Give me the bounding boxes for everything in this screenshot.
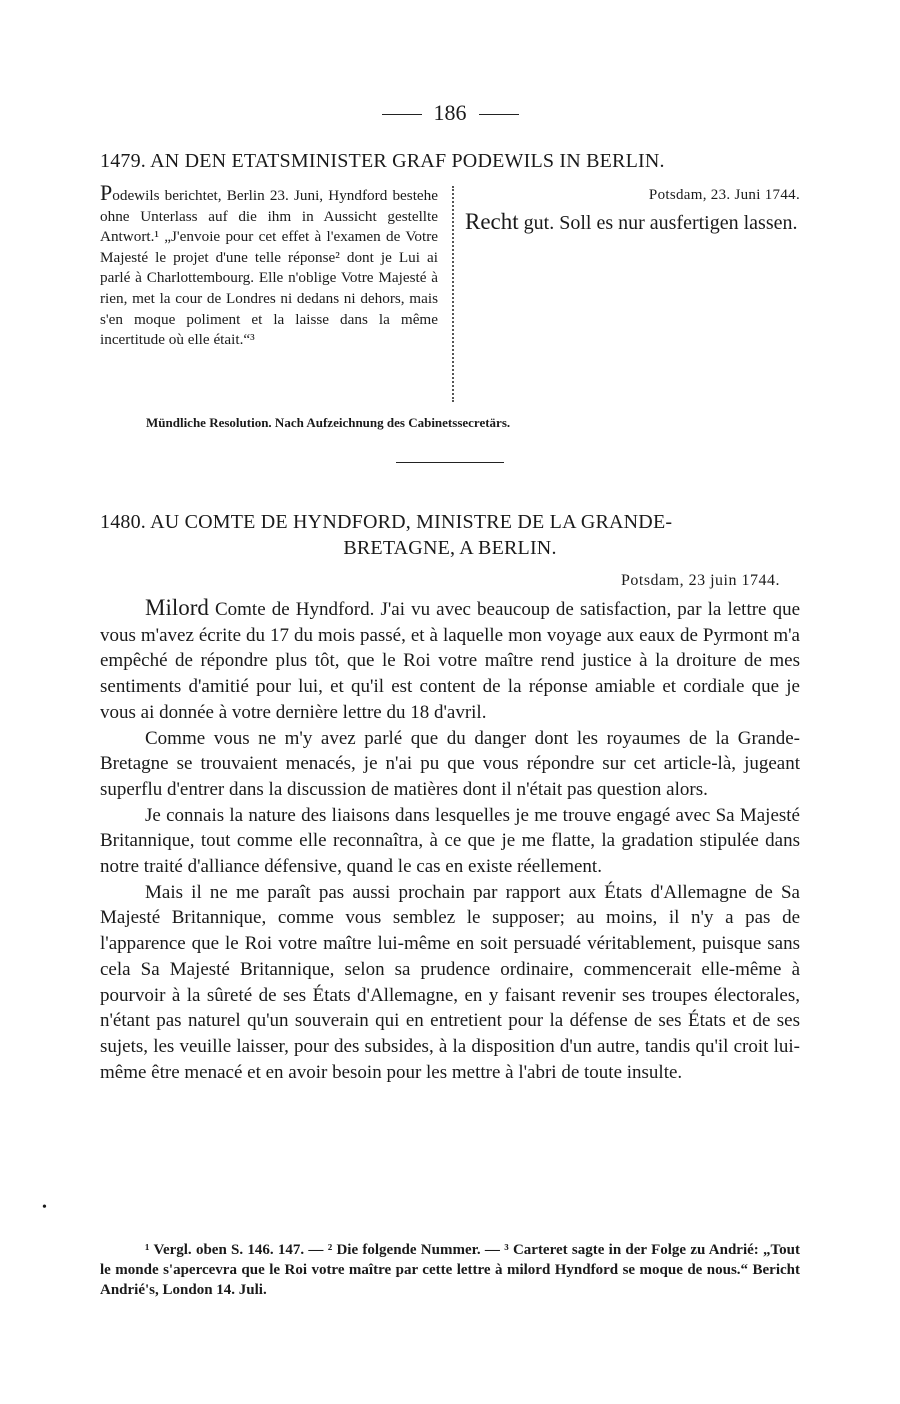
letter-paragraph-1-text: Comte de Hyndford. J'ai vu avec beaucoup de satisfaction, par la lettre que vous m'avez écrite du 17 du mois passé, et à laquelle mon voyage aux eaux de Pyrmont m'a empêché de répondre plus tôt, que le Roi votre maître rend justice à la droiture de mes sentiments d'amitié pour lui, et qu'il est content de la réponse amiable et cordiale que je vous ai donnée à votre dernière lettre du 18 d'avril. bbox=[100, 599, 800, 723]
reply-rest: gut. Soll es nur ausfertigen lassen. bbox=[518, 212, 798, 234]
entry-1479-reply bbox=[465, 187, 800, 237]
summary-initial: P bbox=[100, 180, 113, 205]
entry-1479-date: Potsdam, 23. Juni 1744. bbox=[648, 187, 800, 203]
page-number-dash-right bbox=[479, 114, 519, 115]
entry-1480-date: Potsdam, 23 juin 1744. bbox=[620, 572, 780, 589]
entry-1479-reply-text bbox=[465, 208, 800, 237]
margin-mark: • bbox=[42, 1200, 47, 1215]
letter-paragraph-1 bbox=[100, 595, 800, 726]
entry-1480-heading-line2: BRETAGNE, A BERLIN. bbox=[343, 537, 557, 559]
reply-initial: Recht bbox=[465, 209, 519, 234]
footnotes bbox=[100, 1240, 800, 1300]
letter-paragraph-2: Comme vous ne m'y avez parlé que du danger dont les royaumes de la Grande-Bretagne se trouvaient menacés, je n'ai pu que vous répondre sur cet article-là, jugeant superflu d'entrer dans la discussion de matières dont il n'était pas question alors. bbox=[100, 727, 800, 800]
entry-1480-heading bbox=[100, 509, 800, 561]
entry-1480-letter bbox=[100, 595, 800, 1085]
page-number-text: 186 bbox=[433, 100, 467, 125]
column-separator bbox=[452, 186, 454, 402]
entry-1479-summary bbox=[100, 180, 438, 351]
page-number-dash-left bbox=[382, 114, 422, 115]
letter-initial: Milord bbox=[145, 595, 209, 620]
entry-1480-heading-line1: 1480. AU COMTE DE HYNDFORD, MINISTRE DE LA GRANDE- bbox=[100, 511, 673, 533]
entry-1479-heading: 1479. AN DEN ETATSMINISTER GRAF PODEWILS IN BERLIN. bbox=[100, 150, 665, 172]
footnotes-text: ¹ Vergl. oben S. 146. 147. — ² Die folgende Nummer. — ³ Carteret sagte in der Folge zu Andrié: „Tout le monde s'apercevra que le Roi votre maître par cette lettre à milord Hyndford se moque de nous.“ Bericht Andrié's, London 14. Juli. bbox=[100, 1242, 800, 1298]
page-number bbox=[0, 100, 900, 126]
letter-paragraph-4: Mais il ne me paraît pas aussi prochain par rapport aux États d'Allemagne de Sa Majesté Britannique, comme vous semblez le supposer; au moins, il n'y a pas de l'apparence que le Roi votre maître lui-même en soit persuadé véritablement, puisque sans cela Sa Majesté Britannique, selon sa prudence ordinaire, commencerait elle-même à pourvoir à la sûreté de ses États d'Allemagne, en y faisant revenir ses troupes électorales, n'étant pas naturel qu'un souverain qui en entretient pour la défense de ses États et de ses sujets, les veuille laisser, pour des subsides, à la disposition d'un autre, tandis qu'il croit lui-même être menacé et en avoir besoin pour les mettre à l'abri de toute insulte. bbox=[100, 881, 800, 1083]
entry-1479-resolution: Mündliche Resolution. Nach Aufzeichnung des Cabinetssecretärs. bbox=[146, 415, 511, 430]
summary-text: odewils berichtet, Berlin 23. Juni, Hyndford bestehe ohne Unterlass auf die ihm in Aussicht gestellte Antwort.¹ „J'envoie pour cet effet à l'examen de Votre Majesté le projet d'une telle réponse² dont je Lui ai parlé à Charlottembourg. Elle n'oblige Votre Majesté à rien, met la cour de Londres ni dedans ni dehors, mais s'en moque poliment et la laisse dans la même incertitude où elle était.“³ bbox=[100, 187, 438, 349]
section-divider bbox=[396, 462, 504, 463]
letter-paragraph-3: Je connais la nature des liaisons dans lesquelles je me trouve engagé avec Sa Majesté Britannique, tout comme elle reconnaîtra, à ce que je me flatte, la gradation stipulée dans notre traité d'alliance défensive, quand le cas en existe réellement. bbox=[100, 804, 800, 878]
